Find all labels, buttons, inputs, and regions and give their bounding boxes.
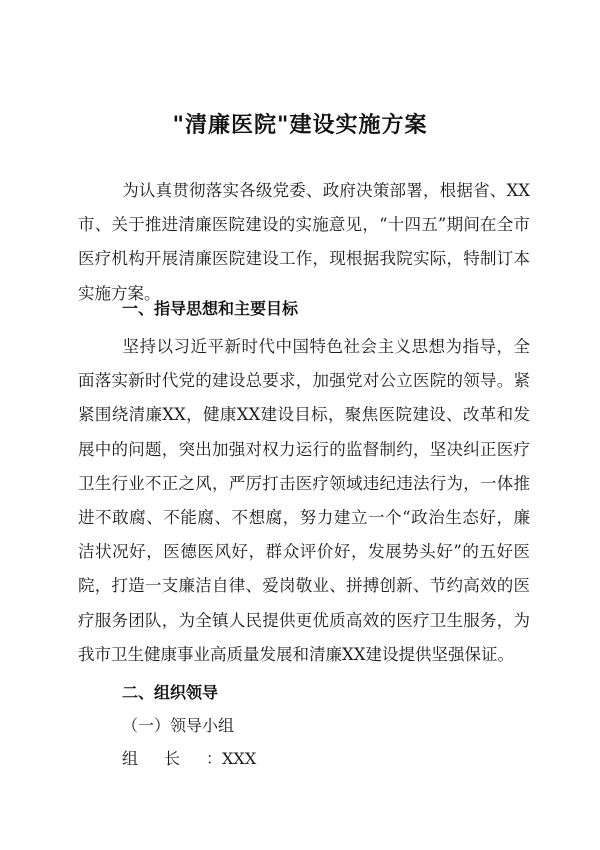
intro-paragraph [78,174,530,311]
leader-name: XXX [222,749,257,768]
leader-role: 组长 [122,749,207,768]
section-1-heading: 一、指导思想和主要目标 [122,299,299,318]
leader-separator: ： [206,749,223,768]
section-2-subheading: （一）领导小组 [122,716,235,735]
section-2-heading: 二、组织领导 [122,683,219,702]
section-1-text: 坚持以习近平新时代中国特色社会主义思想为指导，全面落实新时代党的建设总要求，加强党对公立医院的领导。紧紧围绕清廉XX，健康XX建设目标，聚焦医院建设、改革和发展中的问题，突出加强对权力运行的监督制约，坚决纠正医疗卫生行业不正之风，严厉打击医疗领域违纪违法行为，一体推进不敢腐、不能腐、不想腐，努力建立一个“政治生态好，廉洁状况好，医德医风好，群众评价好，发展势头好”的五好医院，打造一支廉洁自律、爱岗敬业、拼搏创新、节约高效的医疗服务团队，为全镇人民提供更优质高效的医疗卫生服务，为我市卫生健康事业高质量发展和清廉XX建设提供坚强保证。 [78,337,530,664]
intro-text: 为认真贯彻落实各级党委、政府决策部署，根据省、XX市、关于推进清廉医院建设的实施意见，“十四五”期间在全市医疗机构开展清廉医院建设工作，现根据我院实际，特制订本实施方案。 [78,181,530,303]
section-1-paragraph [78,330,530,672]
leader-line [122,746,256,769]
document-title: "清廉医院"建设实施方案 [172,113,428,138]
